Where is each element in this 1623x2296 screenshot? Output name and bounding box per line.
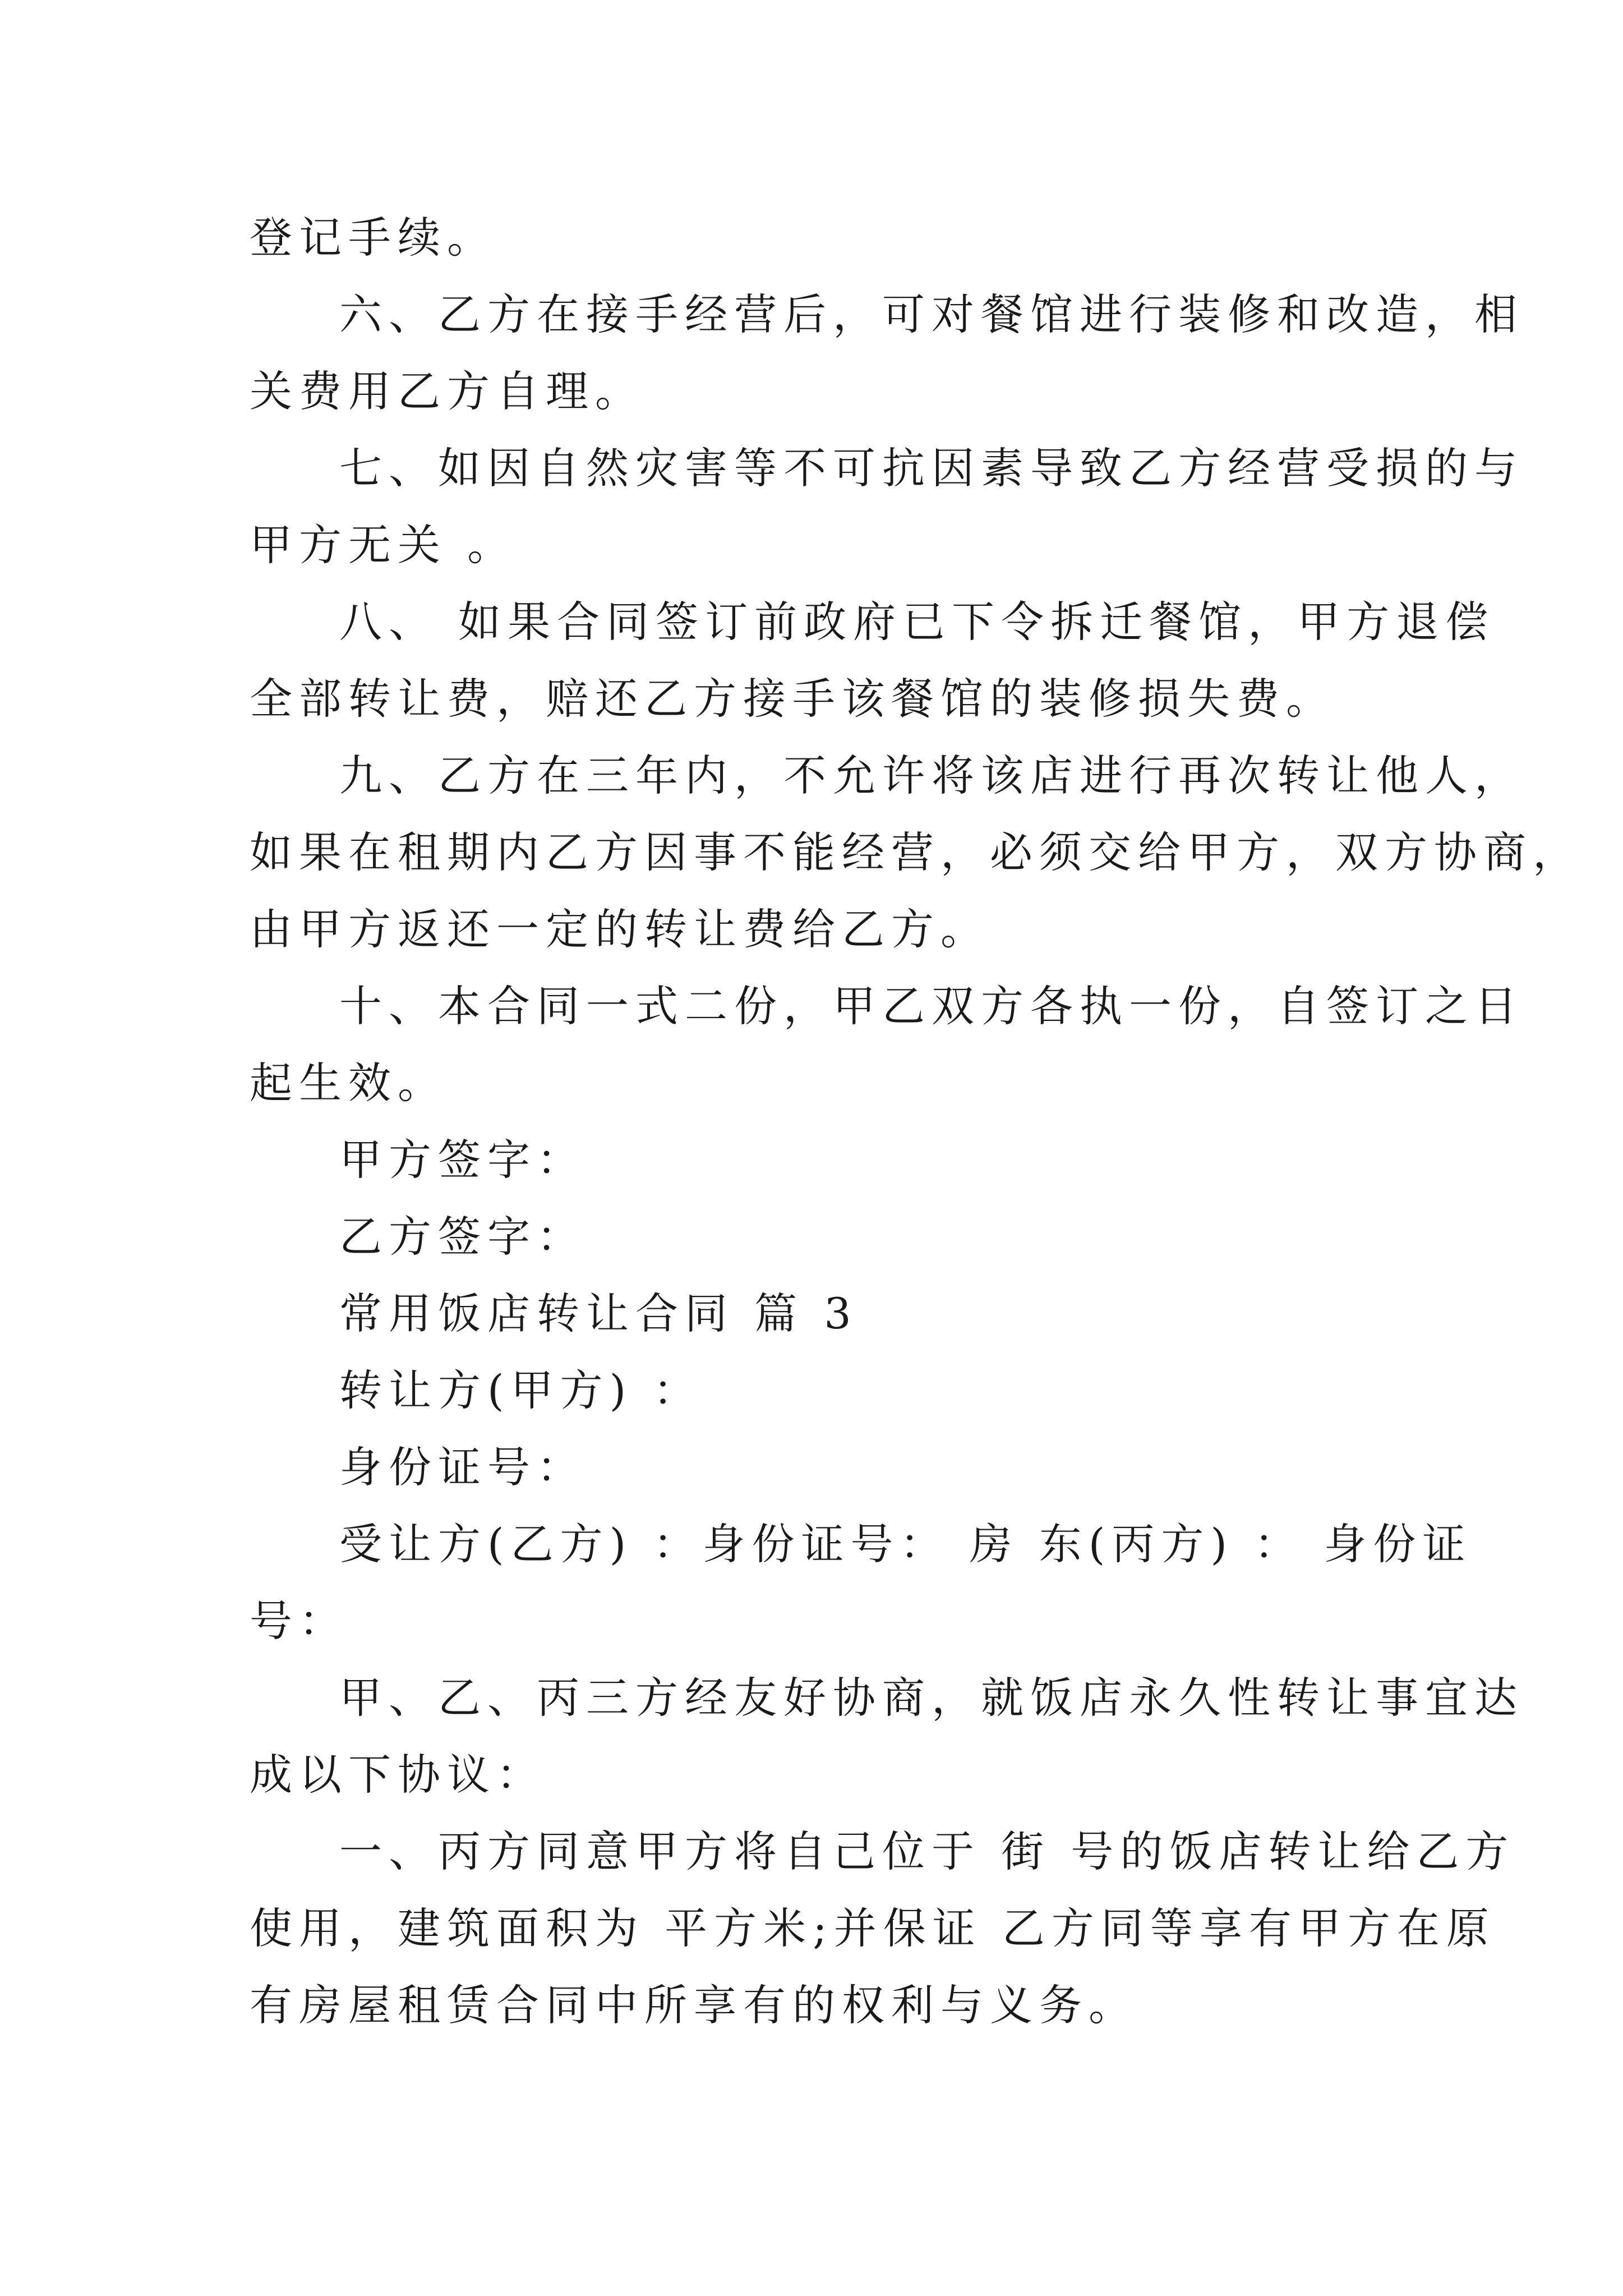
text-line: 甲、乙、丙三方经友好协商，就饭店永久性转让事宜达 (339, 1673, 1524, 1723)
clause-eight (250, 583, 1495, 737)
text-line: 有房屋租赁合同中所享有的权利与义务。 (250, 1980, 1138, 2030)
clause-seven (250, 430, 1524, 583)
text-line: 身份证号： (339, 1442, 586, 1492)
text-line: 受让方(乙方) ：身份证号： 房 东(丙方) ： 身份证 (339, 1519, 1472, 1569)
text-line: 甲方无关 。 (250, 520, 517, 570)
text-line: 十、本合同一式二份，甲乙双方各执一份，自签订之日 (339, 981, 1524, 1031)
clause-ten (250, 968, 1524, 1121)
paragraph-registration (250, 199, 1388, 276)
text-line: 七、如因自然灾害等不可抗因素导致乙方经营受损的与 (339, 443, 1524, 493)
text-line: 关费用乙方自理。 (250, 366, 644, 416)
clause-six (250, 276, 1524, 430)
text-line: 起生效。 (250, 1058, 447, 1108)
text-line: 九、乙方在三年内，不允许将该店进行再次转让他人， (339, 751, 1524, 800)
transferor-field (250, 1352, 1388, 1429)
text-line: 甲方签字： (339, 1135, 586, 1185)
agreement-intro (250, 1659, 1524, 1813)
text-line: 号： (250, 1596, 348, 1646)
text-line: 一、丙方同意甲方将自己位于 街 号的饭店转让给乙方 (339, 1826, 1515, 1876)
text-line: 转让方(甲方) ： (339, 1365, 703, 1415)
text-line: 乙方签字： (339, 1212, 586, 1262)
text-line: 登记手续。 (250, 213, 496, 263)
text-line: 六、乙方在接手经营后，可对餐馆进行装修和改造，相 (339, 289, 1524, 339)
text-line: 全部转让费，赔还乙方接手该餐馆的装修损失费。 (250, 674, 1335, 724)
transferee-landlord-fields (250, 1506, 1472, 1659)
text-line: 八、 如果合同签订前政府已下令拆迁餐馆，甲方退偿 (339, 597, 1495, 647)
text-line: 如果在租期内乙方因事不能经营，必须交给甲方，双方协商， (250, 827, 1582, 877)
text-line: 使用，建筑面积为 平方米;并保证 乙方同等享有甲方在原 (250, 1903, 1496, 1953)
text-line: 成以下协议： (250, 1750, 546, 1800)
id-number-field (250, 1429, 1388, 1506)
section-heading (250, 1275, 1388, 1352)
party-a-signature (250, 1121, 1388, 1198)
text-line: 由甲方返还一定的转让费给乙方。 (250, 904, 990, 954)
text-line: 常用饭店转让合同 篇 3 (339, 1289, 858, 1338)
clause-one (250, 1813, 1515, 2044)
party-b-signature (250, 1198, 1388, 1275)
clause-nine (250, 737, 1582, 968)
document-page (250, 199, 1582, 2044)
